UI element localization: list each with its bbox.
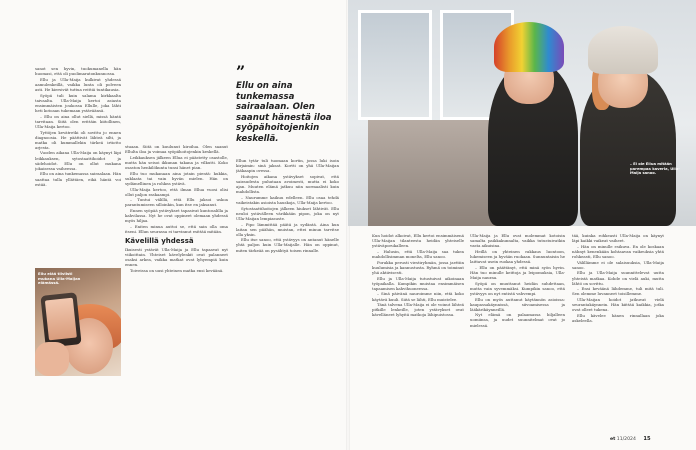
paragraph: – Hän on minulle esikuva. En ole koskaan nähnyt kenenkään kohtaavan vaikeuksia yhtä rohkeasti, Ellu sanoo. bbox=[572, 243, 664, 259]
paragraph: Porukka perusti viestiryhmän, jossa jaettiin kuulumisia ja kannustusta. Ryhmä on toiminut yhä aktiivisesti. bbox=[372, 259, 464, 275]
paragraph: – Sinä päivänä nauroimme niin, että koko käytävä kuuli. Siitä se lähti, Ellu muistelee. bbox=[372, 291, 464, 302]
paragraph: tää, kuinka rohkeasti Ulla-Maija on käynyt läpi kaikki vaikeat vaiheet. bbox=[572, 233, 664, 244]
paragraph: – Pipo lämmittää päätä ja sydäntä. Aina kun laitan sen päähän, muistan, ettei minun tarvitse olla yksin. bbox=[236, 221, 339, 237]
paragraph: Ellu ja Ulla-Maija suunnittelevat uutta yhteistä matkaa. Kohde on vielä auki, mutta lähtö on sovittu. bbox=[572, 270, 664, 286]
paragraph: Syöpä on muuttanut heidän suhdettaan, mutta vain syvemmäksi. Kumpikin sanoo, että ystävyys on nyt entistä vahvempi. bbox=[470, 280, 565, 296]
paragraph: Ulla-Maija ja Ellu ovat molemmat kotoisin samalta paikkakunnalta, vaikka tutustuivatkin vasta aikuisina. bbox=[470, 233, 565, 249]
paragraph: sanot sen hyvin, tuokumanella hän huomasi, että oli puolimaratonkunnossa. bbox=[35, 66, 121, 77]
photo-caption-left: Ellu elää tiiviisti mukana Ulla-Maijan elämässä. bbox=[38, 271, 81, 286]
paragraph: Hoitojen aikana ystävykset sopivat, että sairaudesta puhutaan avoimesti, mutta ei koko ajan. Muuten elämä jatkuu niin normaalisti kuin mahdollista. bbox=[236, 173, 339, 195]
paragraph: Ellu tuo mukanaan aina jotain pientä: kukkia, suklaata tai vain hyvän mielen. Hän on sydämellinen ja rohkea ystävä. bbox=[125, 170, 228, 186]
paragraph: Vuoden aikana Ulla-Maija on käynyt läpi leikkauksen, sytostaattihoidot ja sädehoidot. Ellu on ollut mukana jokaisessa vaiheessa. bbox=[35, 150, 121, 171]
paragraph: Syöpä tuli kuin salama kirkkaalta taivaalta. Ulla-Maija kertoi asiasta ensimmäisten joukossa Ellulle, joka lähti heti kotoaan tukemaan ystäväänsä. bbox=[35, 92, 121, 113]
article-column-2 bbox=[125, 144, 228, 428]
paragraph: Tänä talvena Ulla-Maija ei ole voinut lähteä pitkille lenkeille, joten ystävykset ovat kävelläneet lyhyitä matkoja lähipuistossa. bbox=[372, 302, 464, 318]
paragraph: Ikuisesti ystävät Ulla-Maija ja Ellu tapaavat nyt viikoittain. Yhteiset kävelylenkit ovat palanneet osaksi arkea, vaikka matkat ovat lyhyempiä kuin ennen. bbox=[125, 247, 228, 268]
paragraph: – Ellu on päättänyt, että minä syön hyvin. Hän tuo minulle keittoja ja leipomuksia, Ulla-Maija nauraa. bbox=[470, 264, 565, 280]
paragraph: stuaan. Siitä on kuulunut kiroilua. Olen saanut Ellulta iloa ja voimaa syöpähoitojenkin keskellä. bbox=[125, 144, 228, 155]
page-footer bbox=[610, 436, 651, 442]
paragraph: – Ellu on aina ollut siellä, missä häntä tarvitaan. Siitä olen erittäin kiitollinen, Ulla-Maija kertoo. bbox=[35, 113, 121, 129]
paragraph: Välillämme ei ole salaisuuksia, Ulla-Maija sanoo. bbox=[572, 259, 664, 270]
article-column-4 bbox=[372, 233, 464, 443]
paragraph: – Ensi keväänä lähdemme, tuli mitä tuli. Sen olemme luvanneet toisillemme. bbox=[572, 286, 664, 297]
article-column-3 bbox=[236, 158, 339, 442]
paragraph: Ellu on aina tunkemassa sairaalaan. Hän saattaa tulla yllättäen, eikä häntä voi estää. bbox=[35, 171, 121, 187]
paragraph: Tyttöjen kevätretki oli sovittu jo ennen diagnoosia. He päättivät lähteä silti, ja matka oli kummallekin tärkeä irtiotto arjesta. bbox=[35, 129, 121, 150]
paragraph: Ulla-Maijan hoidot jatkuvat vielä seurantakäynnein. Hän kiittää kaikkia, jotka ovat olleet tukena. bbox=[572, 297, 664, 313]
paragraph: Ellu kävelee hänen rinnallaan joka askeleella. bbox=[572, 312, 664, 324]
paragraph: Kun hoidot alkoivat, Ellu kertoi ensimmäisenä Ulla-Maijan tilanteesta heidän yhteiselle ystäväporukalleen. bbox=[372, 233, 464, 249]
paragraph: Toiveissa on uusi yhteinen matka ensi keväänä. bbox=[130, 268, 224, 274]
paragraph: Ellu ja Ulla-Maija tutustuivat aikoinaan työpaikalla. Kumpikin muistaa ensimmäisen tapaamisen kahvihuoneessa. bbox=[372, 275, 464, 291]
photo-caption-right: – Ei ole Ellua mitään parempaa kaveria, Ulla-Maija sanoo. bbox=[630, 162, 680, 176]
rainbow-beanie-shape bbox=[494, 22, 564, 72]
paragraph: Ulla-Maija kertoo, että ilman Ellua vuosi olisi ollut paljon raskaampi. bbox=[125, 186, 228, 197]
paragraph: – Halusin, että Ulla-Maija saa tukea mahdollisimman monelta, Ellu sanoo. bbox=[372, 248, 464, 259]
paragraph: Ellun tytär tuli tuomaan kortin, jossa luki isoin kirjaimin: sinä jaksat. Kortti on yhä Ulla-Maijan jääkaapin ovessa. bbox=[236, 158, 339, 174]
quote-mark-icon: ” bbox=[236, 62, 246, 81]
article-column-5 bbox=[470, 233, 565, 443]
magazine-brand: et bbox=[610, 437, 616, 442]
page-number: 15 bbox=[643, 436, 651, 442]
building-shape bbox=[368, 120, 498, 226]
paragraph: – Tuntui välillä, että Ellu jaksoi uskoa parantumiseen silloinkin, kun itse en jaksanut. bbox=[125, 197, 228, 208]
subheading: Kävelillä yhdessä bbox=[125, 237, 194, 246]
window-shape bbox=[358, 10, 432, 120]
white-beanie-shape bbox=[588, 26, 658, 74]
paragraph: Nyt elämä on palaamassa hiljalleen uomiinsa, ja uudet suunnitelmat ovat jo mielessä. bbox=[470, 312, 565, 328]
phone-icon bbox=[40, 292, 81, 347]
pull-quote-text: Ellu on aina tunkemassa sairaalaan. Olen saanut hänestä iloa syöpähoitojenkin keskellä. bbox=[236, 81, 332, 144]
paragraph: Ellu on myös auttanut käytännön asioissa: kaupassakäynnissä, siivoamisessa ja lääkärikäynneillä. bbox=[470, 296, 565, 312]
article-column-1 bbox=[35, 66, 121, 268]
paragraph: Ennen syöpää ystävykset tapasivat kuntosalilla ja kahvilassa. Nyt he ovat oppineet olemaan yhdessä myös hiljaa. bbox=[125, 208, 228, 224]
paragraph: Sytostaattihoitojen jälkeen hiukset lähtivät. Ellu neuloi ystävälleen värikkään pipon, joka on nyt Ulla-Maijan lempiasuste. bbox=[236, 205, 339, 221]
paragraph: Ellu itse sanoo, että ystävyys on antanut hänelle yhtä paljon kuin Ulla-Maijalle. Hän on oppinut, miten tärkeää on pysähtyä toisen rinnalle. bbox=[236, 237, 339, 253]
article-column-6 bbox=[572, 233, 664, 443]
friends-photo bbox=[348, 0, 696, 226]
paragraph: Ellu ja Ulla-Maija kulkivat yhdessä aamulenkeillä, vaikka lunta oli polveen asti. He kiersivät tuttua reittiä tuntikausia. bbox=[35, 76, 121, 92]
hand-shape bbox=[35, 342, 69, 376]
paragraph: Heillä on yhteinen rakkaus luontoon, lukemiseen ja hyvään ruokaan. Sunnuntaisin he laittavat usein ruokaa yhdessä. bbox=[470, 248, 565, 265]
issue-number: 11/2024 bbox=[616, 437, 636, 442]
paragraph: Leikkauksen jälkeen Ellua ei päästetty osastolle, mutta hän seisoi ikkunan takana ja vilkutti. Koko osaston henkilökunta tunsi hänet pian. bbox=[125, 154, 228, 170]
pull-quote bbox=[236, 62, 340, 145]
paragraph: – Naurumme kaikuu edelleen. Ellu osaa tehdä vaikeistakin asioista hauskoja, Ulla-Maija kertoo. bbox=[236, 194, 339, 205]
paragraph: – Eniten minua auttoi se, että sain olla oma itseni. Ellun seurassa ei tarvinnut esittää mitään. bbox=[125, 223, 228, 235]
